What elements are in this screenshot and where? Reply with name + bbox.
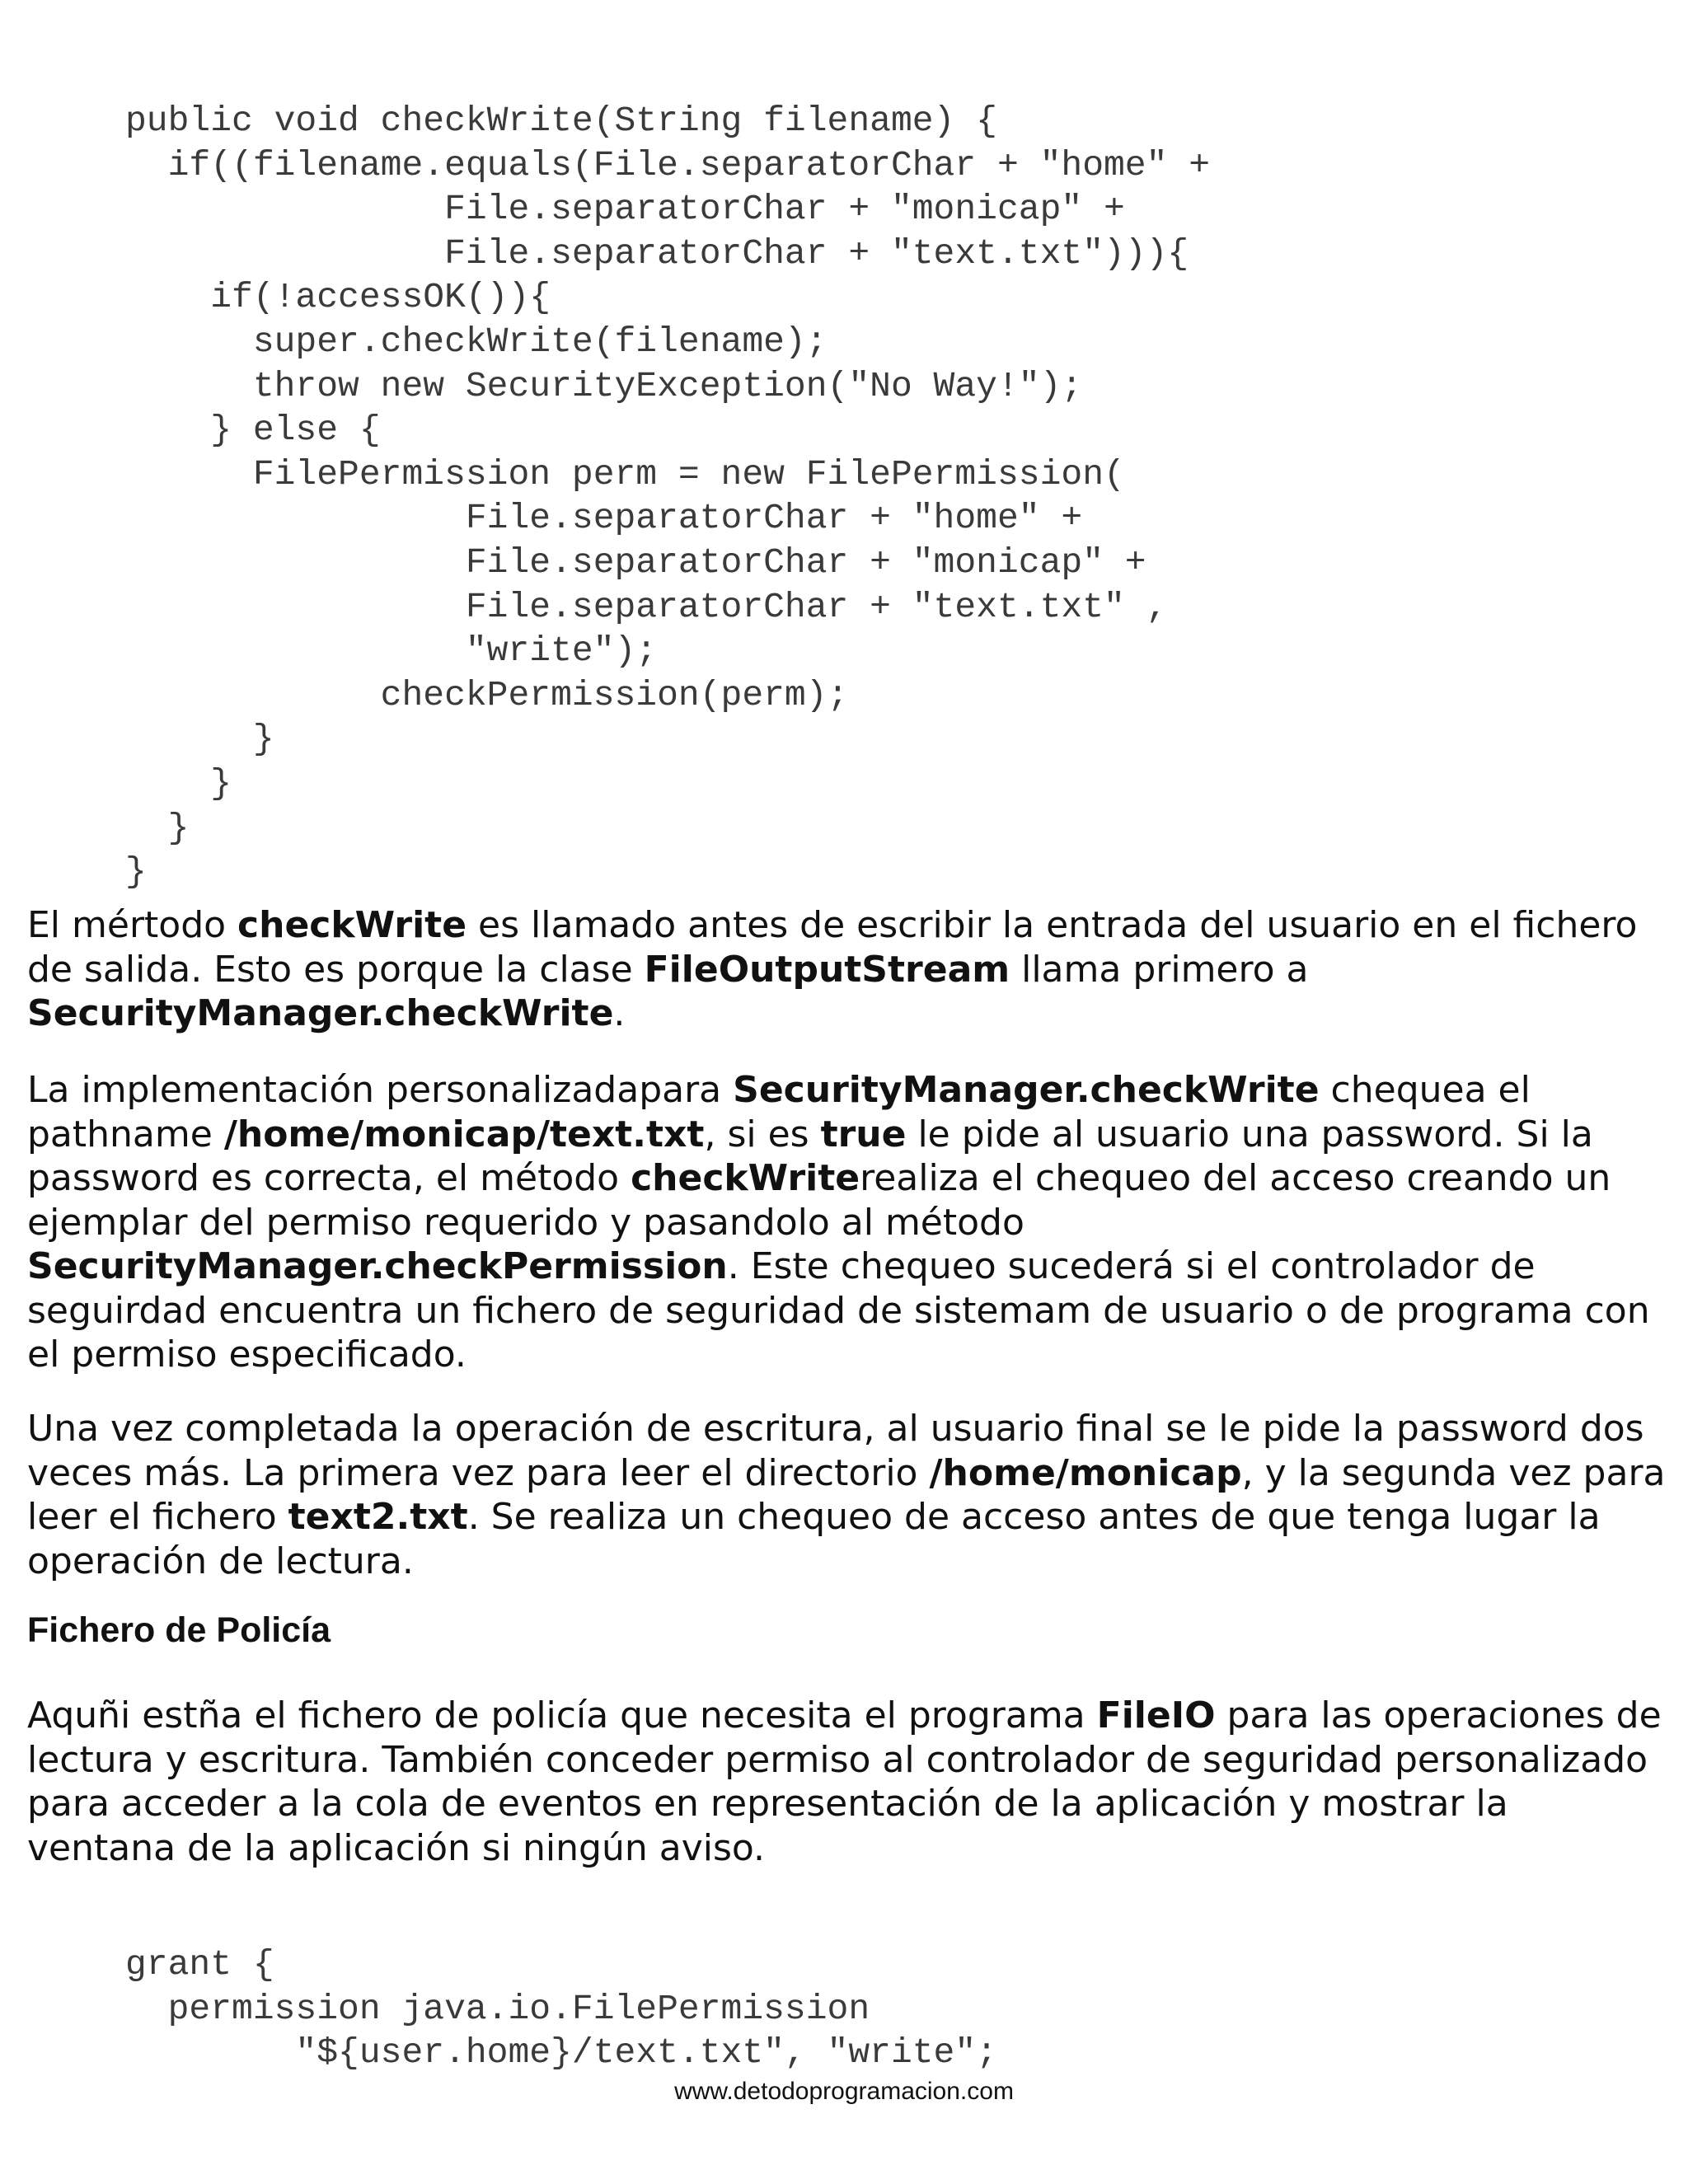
code-line: } xyxy=(125,851,147,893)
text-run: Una vez completada la operación de escritura, al usuario final se le pide la password dos veces más. La primera vez para leer el directorio xyxy=(27,1408,1644,1494)
paragraph-checkwrite-explanation xyxy=(27,903,1667,1036)
bold-term: /home/monicap xyxy=(929,1451,1242,1494)
bold-term: /home/monicap/text.txt xyxy=(223,1113,705,1155)
text-run: . xyxy=(613,992,626,1034)
code-line: grant { xyxy=(125,1944,274,1985)
code-block-grant xyxy=(125,1943,997,2075)
bold-term: checkWrite xyxy=(631,1157,860,1199)
code-line: File.separatorChar + "monicap" + xyxy=(125,189,1125,230)
code-line: checkPermission(perm); xyxy=(125,674,849,715)
text-run: es llamado antes de escribir la entrada del usuario en el fichero de salida. Esto es porque la clase xyxy=(27,904,1638,991)
text-run: , y la segunda vez para leer el fichero xyxy=(27,1451,1666,1538)
code-line: File.separatorChar + "monicap" + xyxy=(125,541,1146,583)
code-line: if((filename.equals(File.separatorChar + "home" + xyxy=(125,144,1211,185)
code-line: super.checkWrite(filename); xyxy=(125,321,828,362)
code-line: File.separatorChar + "home" + xyxy=(125,498,1083,539)
footer-url: www.detodoprogramacion.com xyxy=(674,2078,1014,2105)
bold-term: true xyxy=(820,1113,907,1155)
bold-term: FileIO xyxy=(1096,1694,1216,1736)
text-run: . Se realiza un chequeo de acceso antes de que tenga lugar la operación de lectura. xyxy=(27,1496,1601,1582)
code-line: } xyxy=(125,807,190,848)
text-run: Aquñi estña el fichero de policía que necesita el programa xyxy=(27,1694,1097,1736)
code-line: FilePermission perm = new FilePermission( xyxy=(125,453,1125,494)
code-line: permission java.io.FilePermission xyxy=(125,1988,870,2029)
text-run: para las operaciones de lectura y escritura. También conceder permiso al controlador de seguridad personalizado para acceder a la cola de eventos en representación de la aplicación y mostrar la ventana de la aplicación si ningún aviso. xyxy=(27,1694,1662,1869)
section-heading-policy-file: Fichero de Policía xyxy=(27,1610,331,1650)
code-line: throw new SecurityException("No Way!"); xyxy=(125,365,1083,406)
paragraph-write-completed xyxy=(27,1407,1667,1583)
code-line: if(!accessOK()){ xyxy=(125,277,551,318)
text-run: llama primero a xyxy=(1010,948,1309,991)
code-line: "${user.home}/text.txt", "write"; xyxy=(125,2032,997,2074)
text-run: le pide al usuario una password. Si la password es correcta, el método xyxy=(27,1113,1593,1199)
bold-term: text2.txt xyxy=(288,1496,468,1538)
text-run: chequea el pathname xyxy=(27,1069,1531,1155)
bold-term: SecurityManager.checkWrite xyxy=(27,992,614,1034)
text-run: El mértodo xyxy=(27,904,238,946)
code-line: } xyxy=(125,719,274,760)
bold-term: SecurityManager.checkWrite xyxy=(733,1069,1320,1111)
code-block-check-write xyxy=(125,99,1210,894)
text-run: realiza el chequeo del acceso creando un ejemplar del permiso requerido y pasandolo al método xyxy=(27,1157,1611,1244)
code-line: File.separatorChar + "text.txt" , xyxy=(125,586,1168,627)
bold-term: FileOutputStream xyxy=(644,948,1010,991)
text-run: . Este chequeo sucederá si el controlador de seguirdad encuentra un fichero de seguridad de sistemam de usuario o de programa con el permiso especificado. xyxy=(27,1245,1650,1376)
code-line: "write"); xyxy=(125,630,658,672)
bold-term: checkWrite xyxy=(237,904,467,946)
bold-term: SecurityManager.checkPermission xyxy=(27,1245,728,1287)
code-line: public void checkWrite(String filename) { xyxy=(125,101,997,141)
code-line: } xyxy=(125,762,232,804)
code-line: } else { xyxy=(125,410,381,451)
text-run: La implementación personalizadapara xyxy=(27,1069,734,1111)
text-run: , si es xyxy=(704,1113,821,1155)
paragraph-custom-implementation xyxy=(27,1068,1667,1377)
paragraph-policy-file-description xyxy=(27,1694,1667,1870)
code-line: File.separatorChar + "text.txt"))){ xyxy=(125,232,1189,274)
